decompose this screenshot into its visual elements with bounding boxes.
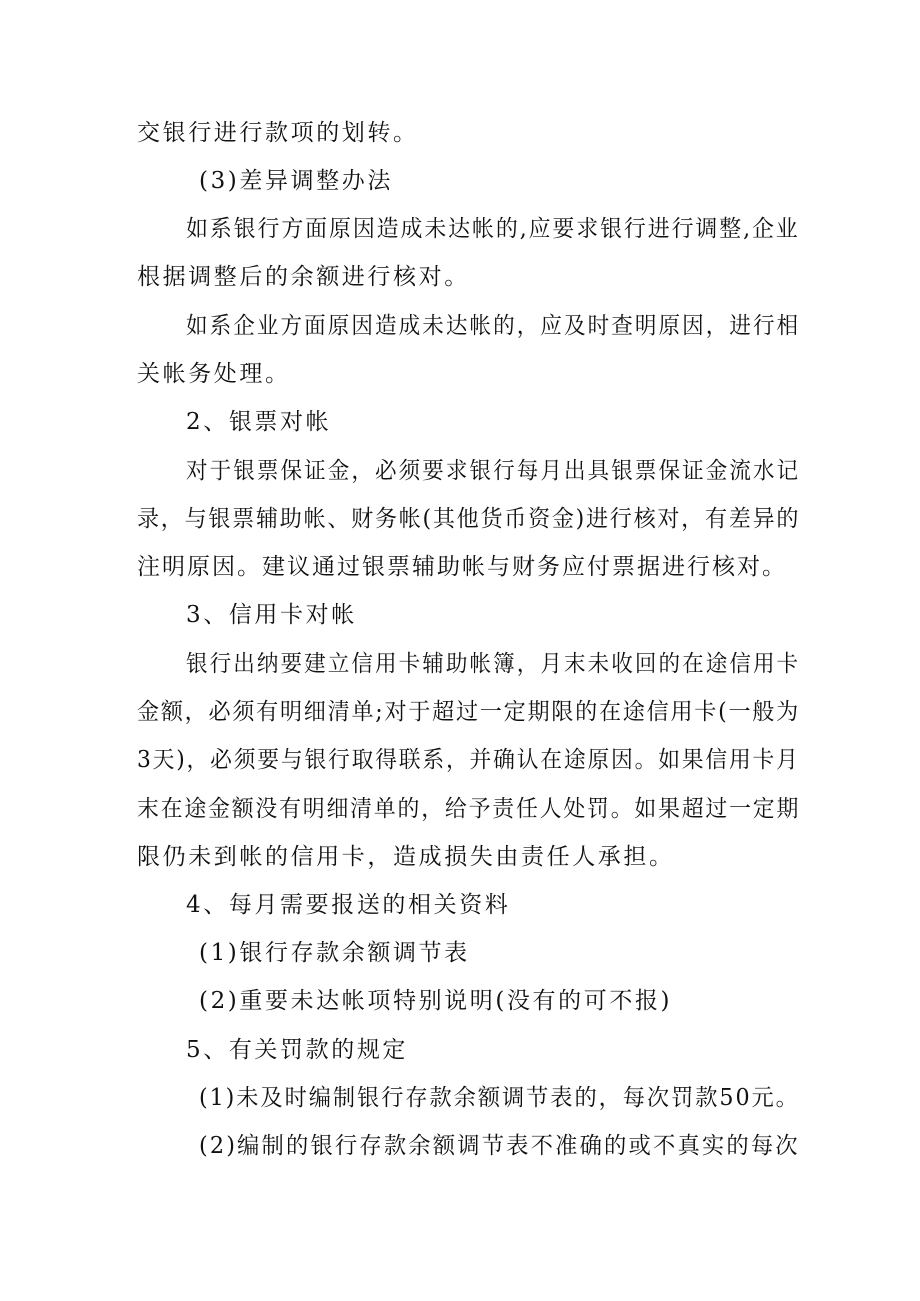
- text-line-6: 关帐务处理。: [137, 361, 291, 387]
- text-line-15: 末在途金额没有明细清单的，给予责任人处罚。如果超过一定期: [137, 796, 801, 822]
- text-line-19: (2)重要未达帐项特别说明(没有的可不报): [199, 988, 673, 1014]
- text-line-10: 注明原因。建议通过银票辅助帐与财务应付票据进行核对。: [137, 554, 787, 580]
- text-line-2: (3)差异调整办法: [199, 168, 393, 194]
- text-line-9: 录，与银票辅助帐、财务帐(其他货币资金)进行核对，有差异的: [137, 506, 801, 532]
- text-line-4: 根据调整后的余额进行核对。: [137, 264, 470, 290]
- text-line-8: 对于银票保证金，必须要求银行每月出具银票保证金流水记: [186, 458, 801, 484]
- text-line-22: (2)编制的银行存款余额调节表不准确的或不真实的每次: [199, 1133, 800, 1159]
- text-line-14: 3天)，必须要与银行取得联系，并确认在途原因。如果信用卡月: [137, 747, 800, 773]
- text-line-7: 2、银票对帐: [186, 409, 332, 435]
- text-line-3: 如系银行方面原因造成未达帐的,应要求银行进行调整,企业: [186, 216, 800, 242]
- text-line-1: 交银行进行款项的划转。: [137, 120, 419, 146]
- text-line-11: 3、信用卡对帐: [186, 602, 357, 628]
- text-line-20: 5、有关罚款的规定: [186, 1037, 409, 1063]
- text-line-5: 如系企业方面原因造成未达帐的，应及时查明原因，进行相: [186, 313, 801, 339]
- text-line-21: (1)未及时编制银行存款余额调节表的，每次罚款50元。: [199, 1085, 800, 1111]
- text-line-12: 银行出纳要建立信用卡辅助帐簿，月末未收回的在途信用卡: [186, 651, 801, 677]
- text-line-16: 限仍未到帐的信用卡，造成损失由责任人承担。: [137, 844, 675, 870]
- text-line-17: 4、每月需要报送的相关资料: [186, 892, 511, 918]
- text-line-18: (1)银行存款余额调节表: [199, 940, 470, 966]
- text-line-13: 金额，必须有明细清单;对于超过一定期限的在途信用卡(一般为: [137, 699, 800, 725]
